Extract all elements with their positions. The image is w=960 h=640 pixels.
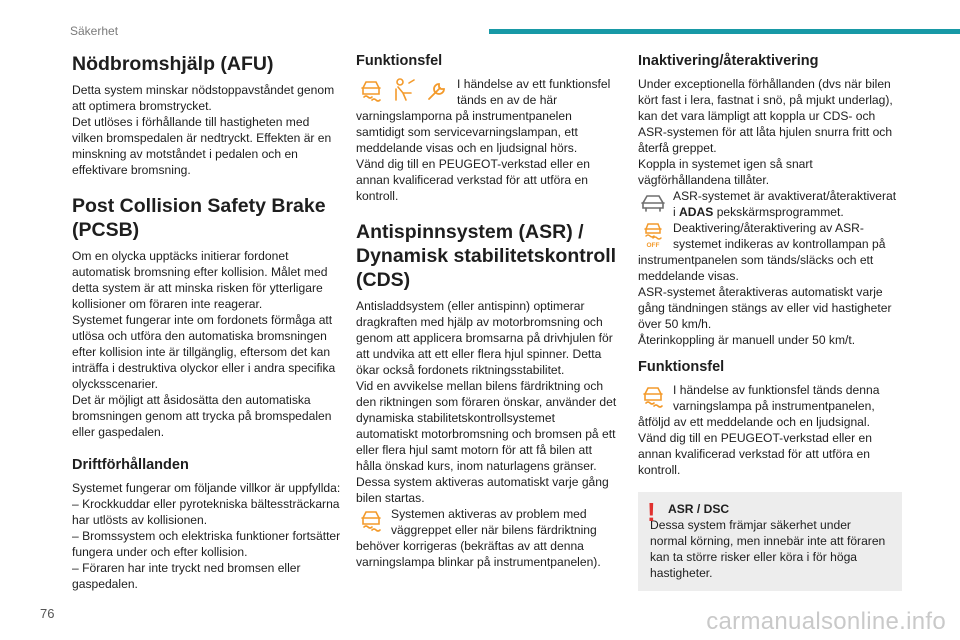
fault-paragraph-right: I händelse av funktionsfel tänds denna varningslampa på instrumentpanelen, åtföljd av ett meddelande och en ljudsignal. Vänd dig till en PEUGEOT-verkstad eller en annan kvalificerad verkstad för att utföra en kontroll. [638,383,880,477]
svg-text:OFF: OFF [646,242,660,248]
deactivation-paragraph: Under exceptionella förhållanden (dvs när bilen kört fast i lera, fastnat i snö, på mjukt underlag), kan det vara lämpligt att koppla ur CDS- och ASR-systemen för att låta hjulen snurra fritt och återfå greppet. Koppla in systemet igen så snart vägförhållandena tillåter. [638,77,893,187]
adas-text-before: ASR-systemet är avaktiverat/återaktiverat i [673,189,897,219]
asr-heading: Antispinnsystem (ASR) / Dynamisk stabilitetskontroll (CDS) [356,221,617,291]
skid-off-icon [638,220,668,248]
skid-warning-icon [638,382,668,410]
indicator-block [638,220,902,348]
adas-paragraph [638,188,902,220]
pcsb-paragraph: Om en olycka upptäcks initierar fordonet automatisk bromsning efter kollision. Målet med detta system är att minska risken för ytterligare kollisioner om föraren inte reagerar. Systemet fungerar inte om fordonets förmåga att utlösa och utföra den automatiska bromsningen efter kollision inte är tillgänglig, eftersom det kan inträffa i destruktiva olyckor eller i andra specifika olycksscenarier. Det är möjligt att åsidosätta den automatiska bromsningen genom att trycka på bromspedalen eller gaspedalen. [72,249,336,439]
car-outline-icon [638,188,668,216]
indicator-paragraph: Deaktivering/återaktivering av ASR-systemet indikeras av kontrollampan på instrumentpanelen som tänds/släcks och ett meddelande visas. ASR-systemet återaktiveras automatiskt varje gång tändningen stängs av eller vid hastigheter över 50 km/h. Återinkoppling är manuell under 50 km/t. [638,221,892,347]
adas-text-after: pekskärmsprogrammet. [713,205,844,219]
asr-paragraph: Antisladdsystem (eller antispinn) optimerar dragkraften med hjälp av motorbromsning och genom att applicera bromsarna på drivhjulen för att undvika att ett eller flera hjul spinner. Detta ökar också fordonets riktningsstabilitet. Vid en avvikelse mellan bilens färdriktning och den riktningen som föraren önskar, använder det dynamiska stabilitetskontrollsystemet automatiskt motorbromsning och bromsen på ett eller flera hjul samt motorn för att få bilen att hålla önskad kurs, inom naturlagens gränser. Dessa system aktiveras automatiskt varje gång bilen startas. [356,299,617,505]
skid-warning-icon [356,76,386,104]
deactivation-heading: Inaktivering/återaktivering [638,53,819,69]
column-right [638,52,902,591]
activation-block [356,506,618,570]
adas-block [638,188,902,220]
afu-paragraph: Detta system minskar nödstoppavståndet genom att optimera bromstrycket. Det utlöses i förhållande till hastigheten med vilken bromspedalen är nedtryckt. Effekten är en minskning av motståndet i pedalen och en effektivare bromsning. [72,83,335,177]
pcsb-heading: Post Collision Safety Brake (PCSB) [72,195,326,241]
watermark: carmanualsonline.info [706,608,946,635]
fault-heading-right: Funktionsfel [638,359,725,375]
column-left [72,52,342,592]
fault-block-right [638,382,902,478]
afu-heading: Nödbromshjälp (AFU) [72,53,274,75]
warning-exclamation-icon: ! [647,497,656,527]
fault-block [356,76,618,204]
activation-paragraph: Systemen aktiveras av problem med väggreppet eller när bilens färdriktning behöver korrigeras (bekräftas av att denna varningslampa blinkar på instrumentpanelen). [356,507,601,569]
page-header-label: Säkerhet [70,24,119,38]
warning-box [638,492,902,591]
conditions-heading: Driftförhållanden [72,457,189,473]
warning-text: Dessa system främjar säkerhet under normal körning, men innebär inte att föraren kan ta större risker eller köra i för höga hastigheter. [650,518,886,580]
conditions-paragraph: Systemet fungerar om följande villkor är uppfyllda: – Krockkuddar eller pyrotekniska bältessträckarna har utlösts av kollisionen. – Bromssystem och elektriska funktioner fortsätter fungera under och efter kollision. – Föraren har inte tryckt ned bromsen eller gaspedalen. [72,481,341,591]
column-middle [356,52,618,570]
warning-title: ASR / DSC [668,502,730,516]
skid-warning-icon [356,506,386,534]
adas-keyword: ADAS [679,205,714,219]
fault-paragraph: I händelse av ett funktionsfel tänds en av de här varningslamporna på instrumentpanelen samtidigt som servicevarningslampan, ett meddelande visas och en ljudsignal hörs. Vänd dig till en PEUGEOT-verkstad eller en annan kvalificerad verkstad för att utföra en kontroll. [356,77,611,203]
wrench-service-icon [422,76,452,104]
driver-airbag-icon [389,76,419,104]
page-number: 76 [40,606,55,621]
fault-heading: Funktionsfel [356,53,443,69]
header-accent-bar [489,29,960,34]
